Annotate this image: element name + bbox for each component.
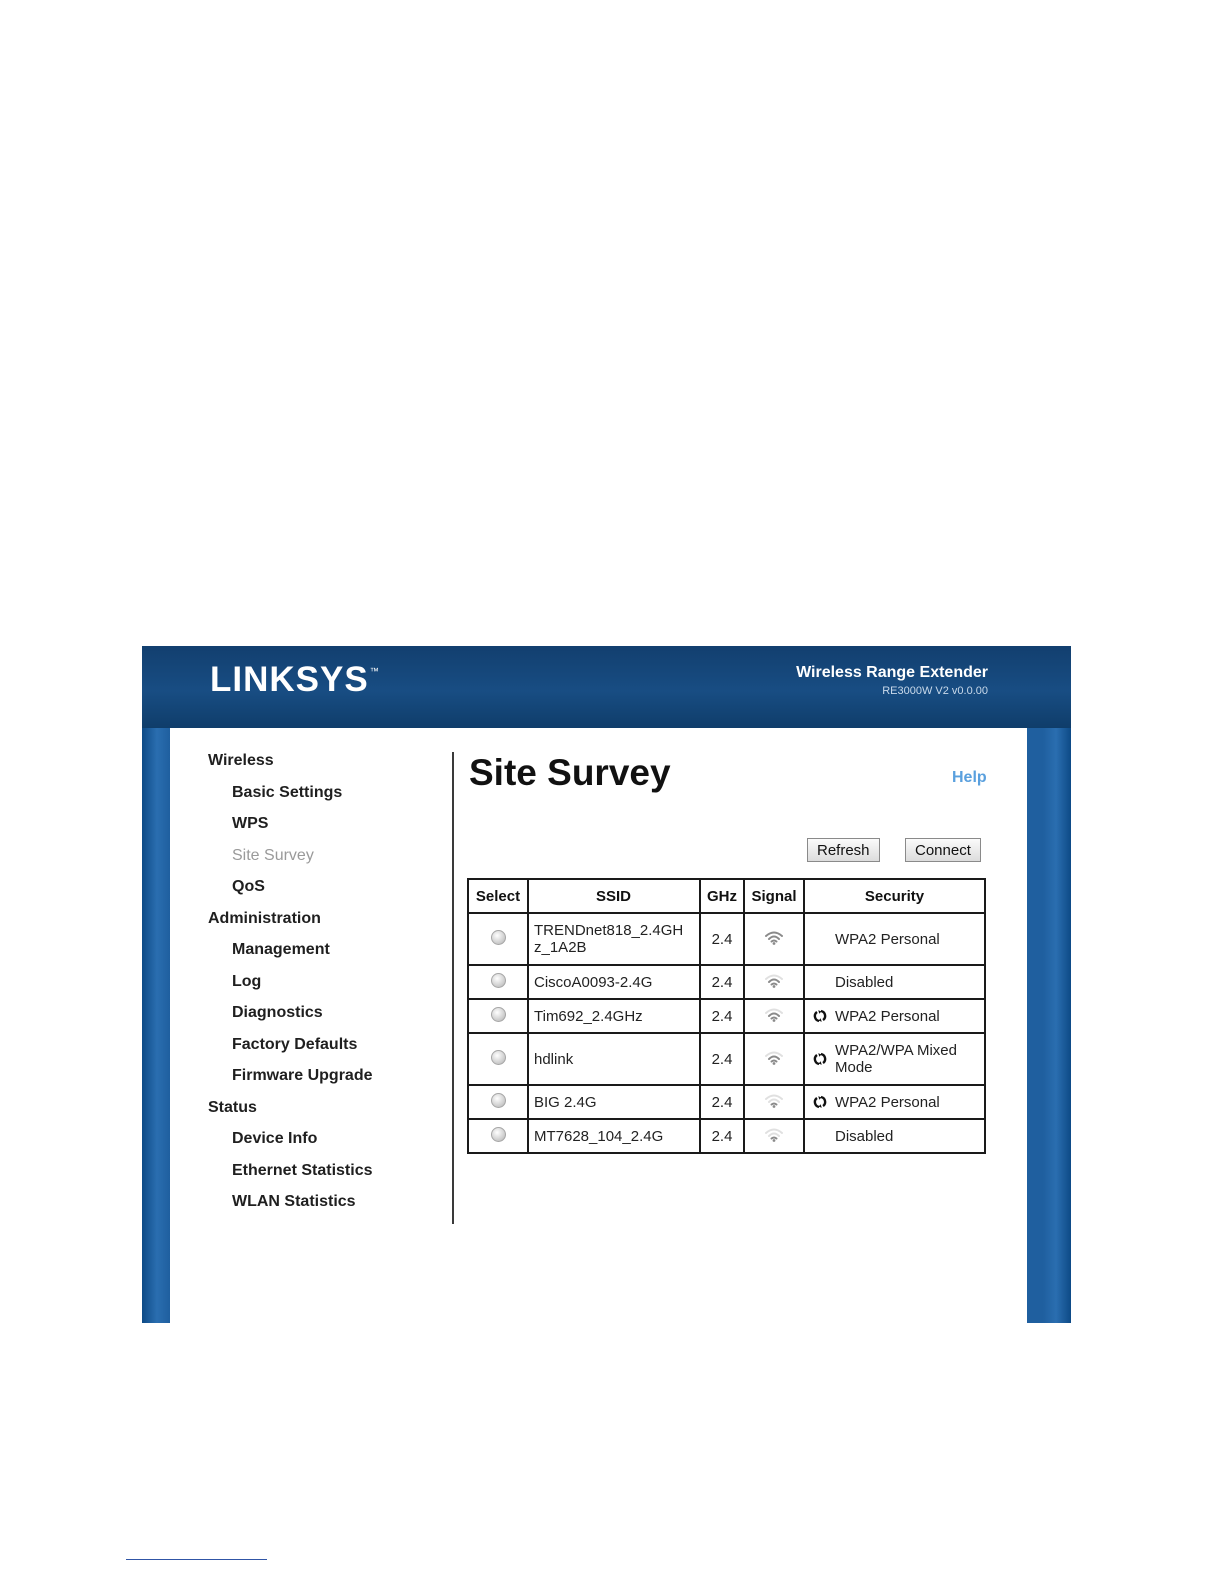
page-title: Site Survey bbox=[469, 752, 671, 793]
sidebar-item-ethernet-statistics[interactable]: Ethernet Statistics bbox=[232, 1161, 373, 1179]
col-ghz-header: GHz bbox=[700, 879, 744, 913]
select-cell bbox=[468, 965, 528, 999]
site-survey-table bbox=[467, 878, 986, 1154]
signal-cell bbox=[744, 1085, 804, 1119]
ssid-text: MT7628_104_2.4G bbox=[534, 1127, 664, 1145]
security-text: WPA2 Personal bbox=[835, 1093, 940, 1111]
sidebar-item-factory-defaults[interactable]: Factory Defaults bbox=[232, 1035, 358, 1053]
wifi-signal-icon bbox=[763, 929, 785, 949]
security-text: WPA2 Personal bbox=[835, 930, 940, 948]
ghz-cell: 2.4 bbox=[700, 913, 744, 965]
security-text: WPA2 Personal bbox=[835, 1007, 940, 1025]
ghz-cell: 2.4 bbox=[700, 1085, 744, 1119]
ssid-cell bbox=[528, 913, 700, 965]
wifi-signal-icon bbox=[763, 1126, 785, 1146]
sidebar-item-basic-settings[interactable]: Basic Settings bbox=[232, 783, 343, 801]
wps-icon bbox=[813, 1095, 835, 1109]
col-select-header: Select bbox=[468, 879, 528, 913]
wifi-signal-icon bbox=[763, 1092, 785, 1112]
ghz-cell: 2.4 bbox=[700, 965, 744, 999]
ssid-cell bbox=[528, 1119, 700, 1153]
sidebar-item-diagnostics[interactable]: Diagnostics bbox=[232, 1004, 323, 1021]
security-text: WPA2/WPA Mixed bbox=[835, 1042, 957, 1059]
footnote-rule bbox=[126, 1559, 267, 1560]
product-name: Wireless Range Extender bbox=[796, 664, 988, 681]
sidebar-item-wireless[interactable]: Wireless bbox=[208, 752, 274, 769]
ssid-text: TRENDnet818_2.4GH bbox=[534, 922, 684, 939]
security-text: Disabled bbox=[835, 1127, 894, 1145]
sidebar-item-wlan-statistics[interactable]: WLAN Statistics bbox=[232, 1193, 356, 1210]
signal-cell bbox=[744, 1119, 804, 1153]
router-admin-window bbox=[142, 646, 1071, 1323]
wifi-signal-icon bbox=[763, 1049, 785, 1069]
ghz-cell: 2.4 bbox=[700, 999, 744, 1033]
select-cell bbox=[468, 1033, 528, 1085]
ssid-text: hdlink bbox=[534, 1050, 574, 1068]
col-signal-header: Signal bbox=[744, 879, 804, 913]
ssid-text: CiscoA0093-2.4G bbox=[534, 973, 653, 991]
ssid-cell bbox=[528, 1085, 700, 1119]
select-cell bbox=[468, 1085, 528, 1119]
wifi-signal-icon bbox=[763, 972, 785, 992]
sidebar-item-device-info[interactable]: Device Info bbox=[232, 1130, 318, 1147]
sidebar-item-administration[interactable]: Administration bbox=[208, 909, 321, 927]
table-row[interactable] bbox=[468, 965, 985, 999]
select-radio[interactable] bbox=[491, 1050, 506, 1065]
ssid-text: Tim692_2.4GHz bbox=[534, 1007, 643, 1025]
signal-cell bbox=[744, 1033, 804, 1085]
security-cell bbox=[804, 1119, 985, 1153]
select-cell bbox=[468, 999, 528, 1033]
select-cell bbox=[468, 913, 528, 965]
select-radio[interactable] bbox=[491, 930, 506, 945]
select-radio[interactable] bbox=[491, 1007, 506, 1022]
ssid-cell bbox=[528, 999, 700, 1033]
table-row[interactable] bbox=[468, 999, 985, 1033]
wps-icon bbox=[813, 1009, 835, 1023]
table-row[interactable] bbox=[468, 1085, 985, 1119]
table-header-row bbox=[468, 879, 985, 913]
content-panel bbox=[170, 728, 1027, 1323]
sidebar-item-firmware-upgrade[interactable]: Firmware Upgrade bbox=[232, 1067, 373, 1084]
table-row[interactable] bbox=[468, 913, 985, 965]
help-link[interactable]: Help bbox=[952, 769, 987, 786]
table-row[interactable] bbox=[468, 1033, 985, 1085]
security-cell bbox=[804, 1033, 985, 1085]
security-cell bbox=[804, 999, 985, 1033]
ssid-text-cont: z_1A2B bbox=[534, 939, 587, 956]
signal-cell bbox=[744, 999, 804, 1033]
select-radio[interactable] bbox=[491, 973, 506, 988]
firmware-version: RE3000W V2 v0.0.00 bbox=[882, 685, 988, 697]
sidebar-item-management[interactable]: Management bbox=[232, 941, 330, 958]
ssid-text: BIG 2.4G bbox=[534, 1093, 597, 1111]
ssid-cell bbox=[528, 965, 700, 999]
table-row[interactable] bbox=[468, 1119, 985, 1153]
sidebar-item-site-survey[interactable]: Site Survey bbox=[232, 846, 314, 864]
security-cell bbox=[804, 965, 985, 999]
signal-cell bbox=[744, 965, 804, 999]
select-radio[interactable] bbox=[491, 1127, 506, 1142]
signal-cell bbox=[744, 913, 804, 965]
sidebar-item-qos[interactable]: QoS bbox=[232, 878, 265, 895]
sidebar-item-wps[interactable]: WPS bbox=[232, 815, 269, 832]
refresh-button[interactable]: Refresh bbox=[807, 838, 880, 862]
wps-icon bbox=[813, 1052, 835, 1066]
ssid-cell bbox=[528, 1033, 700, 1085]
col-security-header: Security bbox=[804, 879, 985, 913]
ghz-cell: 2.4 bbox=[700, 1033, 744, 1085]
header-bar bbox=[142, 646, 1071, 728]
select-radio[interactable] bbox=[491, 1093, 506, 1108]
sidebar-divider bbox=[452, 752, 454, 1224]
security-cell bbox=[804, 1085, 985, 1119]
select-cell bbox=[468, 1119, 528, 1153]
sidebar-item-log[interactable]: Log bbox=[232, 972, 262, 990]
security-text-cont: Mode bbox=[835, 1059, 873, 1076]
col-ssid-header: SSID bbox=[528, 879, 700, 913]
security-cell bbox=[804, 913, 985, 965]
sidebar-item-status[interactable]: Status bbox=[208, 1098, 257, 1116]
connect-button[interactable]: Connect bbox=[905, 838, 981, 862]
ghz-cell: 2.4 bbox=[700, 1119, 744, 1153]
wifi-signal-icon bbox=[763, 1006, 785, 1026]
linksys-logo: LINKSYS™ bbox=[210, 660, 380, 699]
security-text: Disabled bbox=[835, 973, 894, 991]
